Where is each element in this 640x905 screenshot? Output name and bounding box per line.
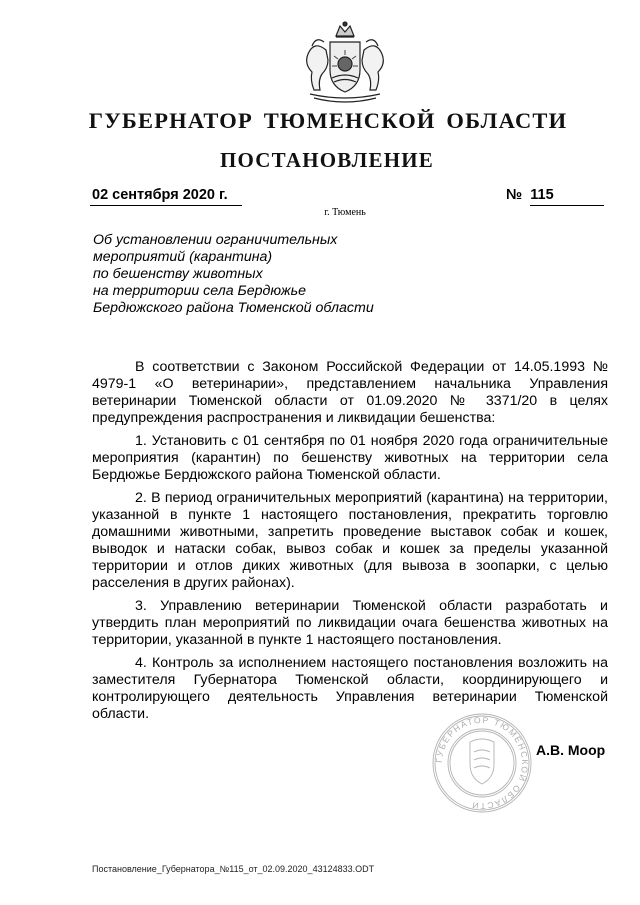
document-type: ПОСТАНОВЛЕНИЕ xyxy=(219,148,435,172)
subject-line: Об установлении ограничительных xyxy=(93,232,338,248)
clause-paragraph-1: 1. Установить с 01 сентября по 01 ноября 2020 года ограничительные мероприятия (карантин) по бешенству животных на территории села Бердюжье Бердюжского района Тюменской области. xyxy=(92,433,608,483)
subject-line: по бешенству животных xyxy=(93,266,263,282)
document-body xyxy=(92,359,608,729)
date-underline xyxy=(90,205,242,206)
coat-of-arms-icon xyxy=(296,20,394,106)
subject-line: Бердюжского района Тюменской области xyxy=(93,300,374,316)
clause-paragraph-4: 4. Контроль за исполнением настоящего постановления возложить на заместителя Губернатора Тюменской области, координирующего и контролирующего деятельность Управления ветеринарии Тюменской области. xyxy=(92,655,608,722)
document-date: 02 сентября 2020 г. xyxy=(92,187,228,203)
number-value: 115 xyxy=(530,187,554,203)
document-subject xyxy=(93,232,423,317)
document-number xyxy=(506,187,554,203)
issuing-authority: ГУБЕРНАТОР ТЮМЕНСКОЙ ОБЛАСТИ xyxy=(88,108,568,133)
clause-paragraph-3: 3. Управлению ветеринарии Тюменской области разработать и утвердить план мероприятий по ликвидации очага бешенства животных на территории, указанной в пункте 1 настоящего постановления. xyxy=(92,598,608,648)
file-name-footer: Постановление_Губернатора_№115_от_02.09.2020_43124833.ODT xyxy=(92,864,375,874)
preamble-paragraph: В соответствии с Законом Российской Федерации от 14.05.1993 № 4979-1 «О ветеринарии», представлением начальника Управления ветеринарии Тюменской области от 01.09.2020 № 3371/20 в целях предупреждения распространения и ликвидации бешенства: xyxy=(92,359,608,426)
issue-city: г. Тюмень xyxy=(324,207,366,218)
signer-name: А.В. Моор xyxy=(536,742,606,758)
number-label: № xyxy=(506,187,523,203)
stamp-ring-text: ГУБЕРНАТОР ТЮМЕНСКОЙ ОБЛАСТИ xyxy=(433,714,531,812)
number-underline xyxy=(530,205,604,206)
official-stamp-icon xyxy=(430,712,534,814)
subject-line: мероприятий (карантина) xyxy=(93,249,273,265)
subject-line: на территории села Бердюжье xyxy=(93,283,307,299)
clause-paragraph-2: 2. В период ограничительных мероприятий (карантина) на территории, указанной в пункте 1 настоящего постановления, прекратить торговлю домашними животными, запретить проведение выставок собак и кошек, выводок и натаски собак, вывоз собак и кошек за пределы указанной территории и отлов диких животных (для вывоза в зоопарки, с целью расселения в других районах). xyxy=(92,490,608,591)
